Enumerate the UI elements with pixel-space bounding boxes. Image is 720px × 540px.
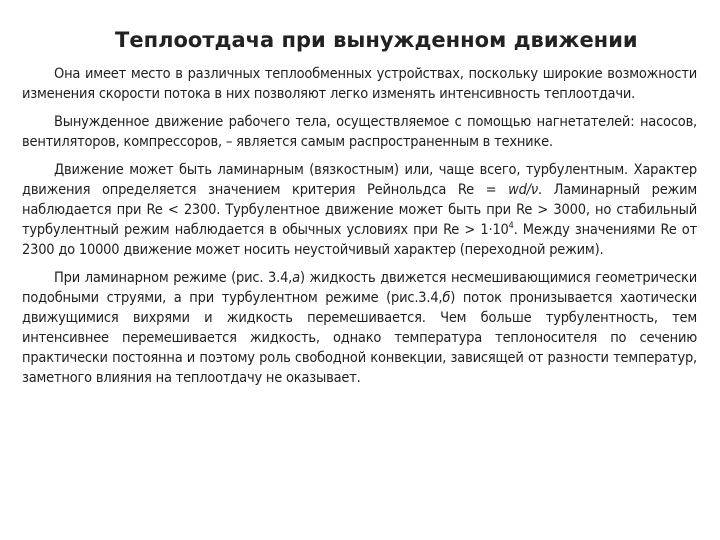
paragraph-4-part-a: При ламинарном режиме (рис. 3.4,	[54, 270, 293, 286]
paragraph-3-part-a: Движение может быть ламинарным (вязкостным) или, чаще всего, турбулентным. Характер движения определяется значением критерия Рейнольдса Re =	[22, 162, 697, 198]
exponent: 4	[508, 221, 514, 232]
paragraph-3-part-c: . Ламинарный режим наблюдается при Re < 2300. Турбулентное движение может быть при Re > 3000, но стабильный турбулентный режим наблюдается в обычных условиях при Re > 1·10	[22, 182, 697, 238]
figure-ref-a: а	[292, 270, 300, 286]
paragraph-4	[22, 268, 697, 388]
paragraph-4-part-c: ) жидкость движется несмешивающимися геометрически подобными струями, а при турбулентном режиме (рис.3.4,	[22, 270, 697, 306]
paragraph-2: Вынужденное движение рабочего тела, осуществляемое с помощью нагнетателей: насосов, вентиляторов, компрессоров, – является самым распространенным в технике.	[22, 114, 697, 150]
reynolds-formula: wd/ν	[508, 182, 538, 198]
paragraph-3-part-e: . Между значениями Re от 2300 до 10000 движение может носить неустойчивый характер (переходной режим).	[22, 222, 697, 258]
paragraph-3	[22, 160, 697, 260]
figure-ref-b: б	[442, 290, 451, 306]
page-title: Теплоотдача при вынужденном движении	[115, 28, 638, 52]
paragraph-1: Она имеет место в различных теплообменных устройствах, поскольку широкие возможности изменения скорости потока в них позволяют легко изменять интенсивность теплоотдачи.	[22, 66, 697, 102]
body-text	[22, 64, 697, 396]
paragraph-4-part-e: ) поток пронизывается хаотически движущимися вихрями и жидкость перемешивается. Чем больше турбулентность, тем интенсивнее перемешивается жидкость, однако температура теплоносителя по сечению практически постоянна и поэтому роль свободной конвекции, зависящей от разности температур, заметного влияния на теплоотдачу не оказывает.	[22, 290, 697, 386]
